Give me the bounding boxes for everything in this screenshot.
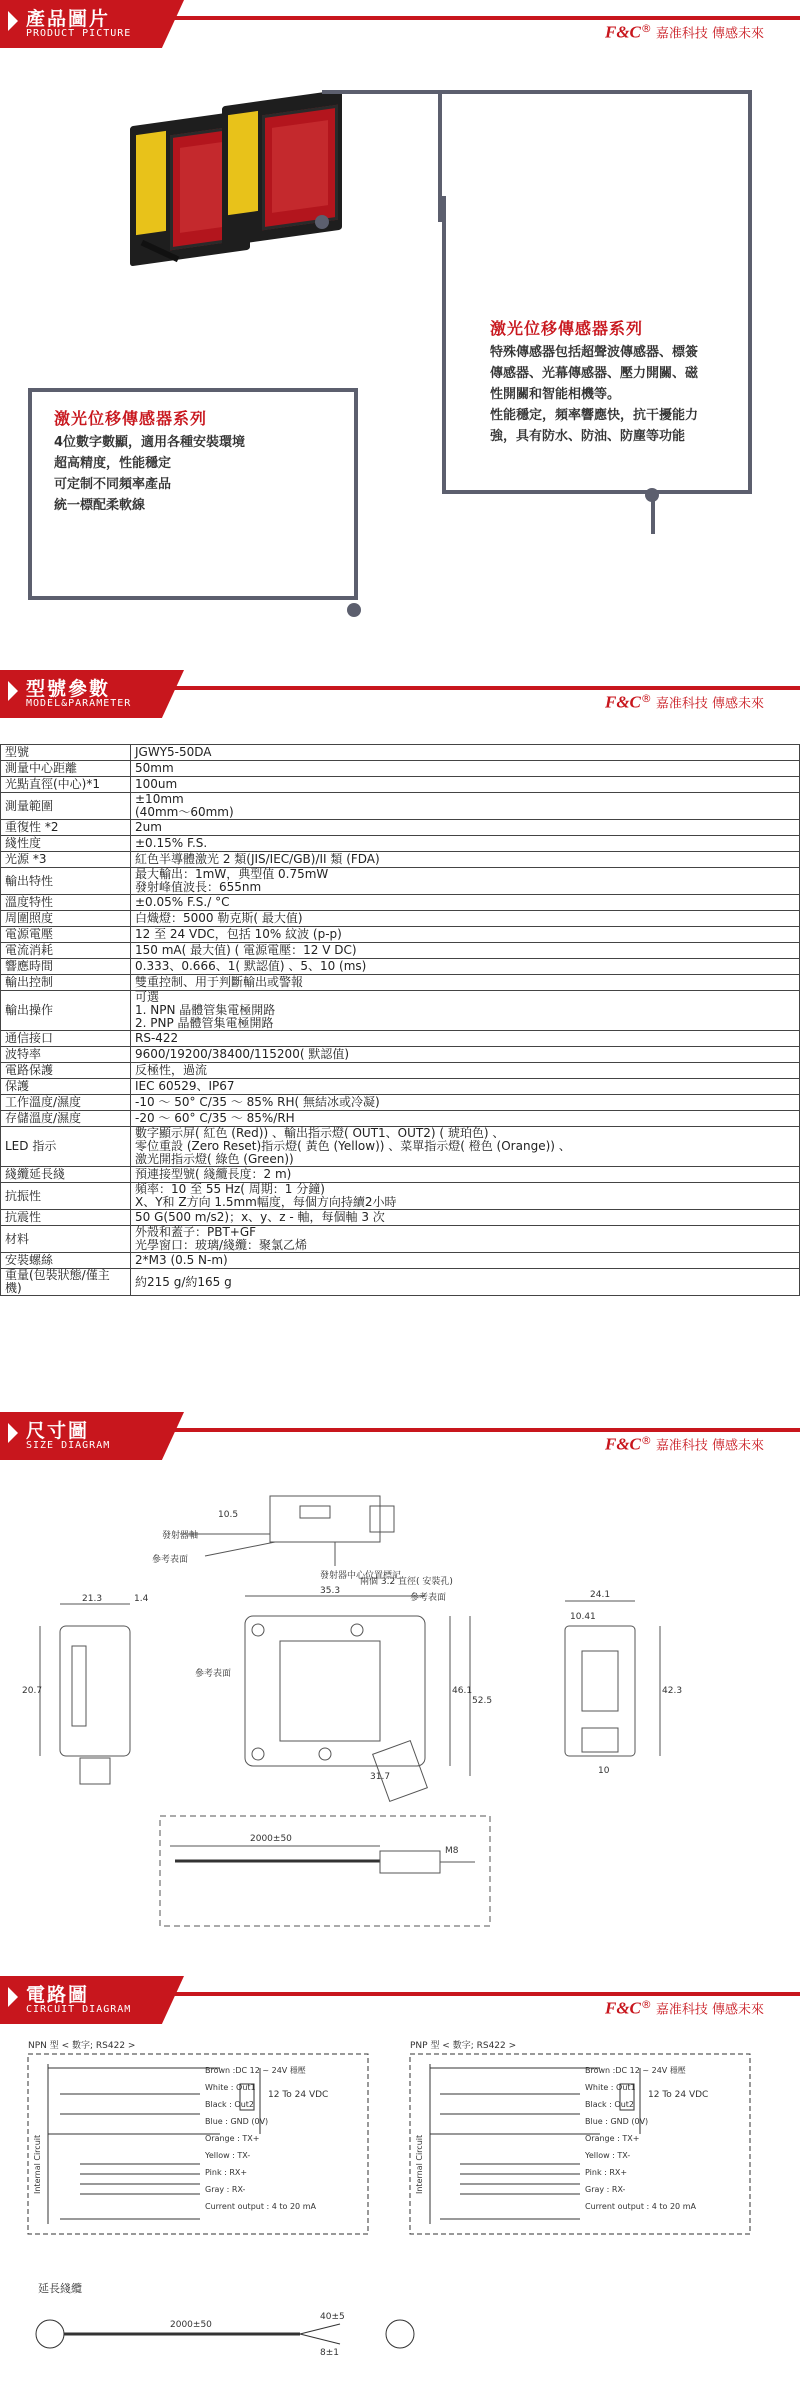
param-value: 可選 1. NPN 晶體管集電極開路 2. PNP 晶體管集電極開路 xyxy=(131,991,800,1031)
param-value: 2um xyxy=(131,820,800,836)
param-row xyxy=(1,911,800,927)
wire-label: Gray : RX- xyxy=(205,2185,246,2194)
svg-text:Internal Circuit: Internal Circuit xyxy=(415,2134,424,2194)
ext-cable-dim-2: 8±1 xyxy=(320,2348,339,2358)
param-value: 2*M3 (0.5 N-m) xyxy=(131,1253,800,1269)
param-key: 存儲溫度/濕度 xyxy=(1,1111,131,1127)
brand-logo: F&C® 嘉准科技 傳感未來 xyxy=(604,22,764,42)
dim-10: 10 xyxy=(598,1766,610,1776)
wire-label: Blue : GND (0V) xyxy=(585,2117,649,2126)
wire-label: White : Out1 xyxy=(585,2083,636,2092)
param-row xyxy=(1,1253,800,1269)
param-value: 50 G(500 m/s2)；x、y、z - 軸，每個軸 3 次 xyxy=(131,1210,800,1226)
dim-1-4: 1.4 xyxy=(134,1594,149,1604)
param-value: 雙重控制、用于判斷輸出或警報 xyxy=(131,975,800,991)
param-value: 100um xyxy=(131,777,800,793)
wire-label: Brown :DC 12 ~ 24V 穩壓 xyxy=(585,2066,686,2075)
param-key: 溫度特性 xyxy=(1,895,131,911)
param-key: 重量(包裝狀態/僅主機) xyxy=(1,1269,131,1296)
param-key: 電流消耗 xyxy=(1,943,131,959)
param-key: 測量中心距離 xyxy=(1,761,131,777)
section-subtitle: SIZE DIAGRAM xyxy=(26,1440,111,1451)
callout-dot-right xyxy=(315,215,329,229)
param-row xyxy=(1,943,800,959)
callout-line-left-vertical xyxy=(354,388,358,600)
product-picture-section xyxy=(0,48,800,660)
dim-20-7: 20.7 xyxy=(22,1686,43,1696)
param-row xyxy=(1,1127,800,1167)
param-key: LED 指示 xyxy=(1,1127,131,1167)
ext-cable-connector xyxy=(36,2320,64,2348)
param-key: 光點直徑(中心)*1 xyxy=(1,777,131,793)
wire-label: Pink : RX+ xyxy=(205,2168,248,2177)
param-row xyxy=(1,836,800,852)
front-view-body xyxy=(245,1616,425,1766)
param-row xyxy=(1,820,800,836)
npn-title: NPN 型 < 數字; RS422 > xyxy=(28,2041,136,2051)
param-row xyxy=(1,1269,800,1296)
param-value: 約215 g/約165 g xyxy=(131,1269,800,1296)
param-row xyxy=(1,1079,800,1095)
callout-line-right-vertical xyxy=(442,196,446,494)
param-row xyxy=(1,895,800,911)
param-value: -20 ～ 60° C/35 ～ 85%/RH xyxy=(131,1111,800,1127)
param-row xyxy=(1,1063,800,1079)
svg-text:Internal Circuit: Internal Circuit xyxy=(33,2134,42,2194)
param-key: 光源 *3 xyxy=(1,852,131,868)
right-view-body xyxy=(565,1626,635,1756)
top-view-connector xyxy=(370,1506,394,1532)
param-key: 工作溫度/濕度 xyxy=(1,1095,131,1111)
wire-label: Gray : RX- xyxy=(585,2185,626,2194)
param-key: 型號 xyxy=(1,745,131,761)
param-key: 抗振性 xyxy=(1,1183,131,1210)
dim-42-3: 42.3 xyxy=(662,1686,683,1696)
callout-left-title: 激光位移傳感器系列 xyxy=(54,409,208,428)
dim-21-3: 21.3 xyxy=(82,1594,103,1604)
param-value: 9600/19200/38400/115200( 默認值) xyxy=(131,1047,800,1063)
wire-label: Current output : 4 to 20 mA xyxy=(205,2202,316,2211)
callout-right-text: 特殊傳感器包括超聲波傳感器、標簽 傳感器、光幕傳感器、壓力開關、磁 性開關和智能相機等。 性能穩定，頻率響應快，抗干擾能力 強，具有防水、防油、防塵等功能 xyxy=(490,345,699,444)
ext-cable-pinout xyxy=(386,2320,414,2348)
param-value: 頻率：10 至 55 Hz( 周期：1 分鐘) X、Y和 Z方向 1.5mm幅度，每個方向持續2小時 xyxy=(131,1183,800,1210)
dim-cable-length: 2000±50 xyxy=(250,1834,292,1844)
dim-24-1: 24.1 xyxy=(590,1590,611,1600)
param-row xyxy=(1,1031,800,1047)
wire-label: Black : Out2 xyxy=(585,2100,635,2109)
pnp-load-label: 12 To 24 VDC xyxy=(648,2090,709,2100)
wire-label: Yellow : TX- xyxy=(585,2151,631,2160)
param-value: 白熾燈：5000 勒克斯( 最大值) xyxy=(131,911,800,927)
size-diagram-drawing xyxy=(0,1466,800,1976)
side-view-connector xyxy=(80,1758,110,1784)
param-key: 輸出控制 xyxy=(1,975,131,991)
header-red-line xyxy=(150,1992,800,1996)
wire-label: Orange : TX+ xyxy=(205,2134,260,2143)
param-row xyxy=(1,777,800,793)
param-value: RS-422 xyxy=(131,1031,800,1047)
dim-31-7: 31.7 xyxy=(370,1772,391,1782)
param-value: ±0.15% F.S. xyxy=(131,836,800,852)
header-arrow-icon xyxy=(8,681,18,701)
label-emitter-axis: 發射器軸 xyxy=(162,1531,199,1541)
dim-10-5: 10.5 xyxy=(218,1510,239,1520)
param-value: JGWY5-50DA xyxy=(131,745,800,761)
pnp-title: PNP 型 < 數字; RS422 > xyxy=(410,2041,517,2051)
param-value: ±0.05% F.S./ °C xyxy=(131,895,800,911)
param-row xyxy=(1,1183,800,1210)
dim-10-41: 10.41 xyxy=(570,1612,596,1622)
wire-label: Yellow : TX- xyxy=(205,2151,251,2160)
callout-line-bottom xyxy=(651,494,655,534)
param-value: 12 至 24 VDC，包括 10% 紋波 (p-p) xyxy=(131,927,800,943)
param-value: 外殼和蓋子：PBT+GF 光學窗口：玻璃/綫纜：聚氯乙烯 xyxy=(131,1226,800,1253)
callout-line-right-top xyxy=(322,90,442,222)
param-value: -10 ～ 50° C/35 ～ 85% RH( 無結冰或冷凝) xyxy=(131,1095,800,1111)
label-mount-holes: 兩個 3.2 直徑( 安裝孔) xyxy=(360,1577,453,1587)
callout-right-title: 激光位移傳感器系列 xyxy=(490,319,644,338)
brand-logo: F&C® 嘉准科技 傳感未來 xyxy=(604,692,764,712)
param-row xyxy=(1,793,800,820)
wire-label: White : Out1 xyxy=(205,2083,256,2092)
param-value: 0.333、0.666、1( 默認值) 、5、10 (ms) xyxy=(131,959,800,975)
param-key: 電源電壓 xyxy=(1,927,131,943)
wire-label: Current output : 4 to 20 mA xyxy=(585,2202,696,2211)
param-value: IEC 60529、IP67 xyxy=(131,1079,800,1095)
top-view-body xyxy=(270,1496,380,1542)
header-arrow-icon xyxy=(8,1423,18,1443)
param-row xyxy=(1,927,800,943)
dim-46-1: 46.1 xyxy=(452,1686,473,1696)
param-value: 50mm xyxy=(131,761,800,777)
param-value: 150 mA( 最大值) ( 電源電壓：12 V DC) xyxy=(131,943,800,959)
param-key: 綫纜延長綫 xyxy=(1,1167,131,1183)
header-red-line xyxy=(150,686,800,690)
section-title: 電路圖 xyxy=(26,1984,90,2006)
pnp-wire-list xyxy=(585,2062,745,2215)
param-value: 紅色半導體激光 2 類(JIS/IEC/GB)/II 類 (FDA) xyxy=(131,852,800,868)
param-row xyxy=(1,761,800,777)
circuit-diagram xyxy=(0,2024,800,2394)
ext-cable-length: 2000±50 xyxy=(170,2320,212,2330)
dim-52-5: 52.5 xyxy=(472,1696,493,1706)
param-key: 材料 xyxy=(1,1226,131,1253)
front-view-window xyxy=(280,1641,380,1741)
param-key: 電路保護 xyxy=(1,1063,131,1079)
param-row xyxy=(1,1167,800,1183)
header-arrow-icon xyxy=(8,11,18,31)
cable-connector xyxy=(380,1851,440,1873)
param-row xyxy=(1,959,800,975)
param-row xyxy=(1,991,800,1031)
param-value: ±10mm (40mm～60mm) xyxy=(131,793,800,820)
section-subtitle: CIRCUIT DIAGRAM xyxy=(26,2004,132,2015)
param-value: 數字顯示屏( 紅色 (Red)) 、輸出指示燈( OUT1、OUT2) ( 琥珀色) 、 零位重設 (Zero Reset)指示燈( 黃色 (Yellow)) 、菜單指示燈( 橙色 (Orange)) 、 激光開指示燈( 綠色 (Green)) xyxy=(131,1127,800,1167)
section-title: 產品圖片 xyxy=(26,8,111,30)
side-view-body xyxy=(60,1626,130,1756)
param-key: 綫性度 xyxy=(1,836,131,852)
param-key: 重復性 *2 xyxy=(1,820,131,836)
section-header-params xyxy=(0,670,800,718)
param-row xyxy=(1,1095,800,1111)
section-title: 尺寸圖 xyxy=(26,1420,90,1442)
header-red-line xyxy=(150,16,800,20)
callout-left-text: 4位數字數顯，適用各種安裝環境 超高精度，性能穩定 可定制不同頻率產品 統一標配柔軟線 xyxy=(54,435,246,513)
param-key: 保護 xyxy=(1,1079,131,1095)
ext-cable-dim-1: 40±5 xyxy=(320,2312,345,2322)
param-key: 周圍照度 xyxy=(1,911,131,927)
param-row xyxy=(1,1047,800,1063)
wire-label: Black : Out2 xyxy=(205,2100,255,2109)
callout-dot-left xyxy=(347,603,361,617)
section-header-circuit xyxy=(0,1976,800,2024)
brand-logo: F&C® 嘉准科技 傳感未來 xyxy=(604,1998,764,2018)
label-ref-surface: 參考表面 xyxy=(152,1555,189,1565)
param-key: 抗震性 xyxy=(1,1210,131,1226)
label-ref-surface-2: 參考表面 xyxy=(195,1669,232,1679)
wire-label: Brown :DC 12 ~ 24V 穩壓 xyxy=(205,2066,306,2075)
section-subtitle: PRODUCT PICTURE xyxy=(26,28,132,39)
section-header-product xyxy=(0,0,800,48)
wire-label: Blue : GND (0V) xyxy=(205,2117,269,2126)
parameter-table xyxy=(0,744,800,1296)
param-row xyxy=(1,1210,800,1226)
wire-label: Orange : TX+ xyxy=(585,2134,640,2143)
section-subtitle: MODEL&PARAMETER xyxy=(26,698,132,709)
param-row xyxy=(1,975,800,991)
npn-wire-list xyxy=(205,2062,365,2215)
brand-logo: F&C® 嘉准科技 傳感未來 xyxy=(604,1434,764,1454)
param-key: 安裝螺絲 xyxy=(1,1253,131,1269)
param-row xyxy=(1,868,800,895)
param-row xyxy=(1,852,800,868)
size-diagram xyxy=(0,1466,800,1976)
label-ref-surface-3: 參考表面 xyxy=(410,1593,447,1603)
section-title: 型號參數 xyxy=(26,678,111,700)
param-key: 響應時間 xyxy=(1,959,131,975)
param-row xyxy=(1,1226,800,1253)
param-value: 預連接型號( 綫纜長度：2 m) xyxy=(131,1167,800,1183)
label-emitter-center-mark: 發射器中心位置標記 xyxy=(320,1571,402,1581)
param-value: 反極性，過流 xyxy=(131,1063,800,1079)
header-arrow-icon xyxy=(8,1987,18,2007)
param-key: 輸出操作 xyxy=(1,991,131,1031)
section-header-size xyxy=(0,1412,800,1460)
wire-label: Pink : RX+ xyxy=(585,2168,628,2177)
dim-m8: M8 xyxy=(445,1846,459,1856)
dim-35-3: 35.3 xyxy=(320,1586,341,1596)
param-row xyxy=(1,1111,800,1127)
header-red-line xyxy=(150,1428,800,1432)
npn-load-label: 12 To 24 VDC xyxy=(268,2090,329,2100)
param-key: 波特率 xyxy=(1,1047,131,1063)
param-key: 測量範圍 xyxy=(1,793,131,820)
param-key: 通信接口 xyxy=(1,1031,131,1047)
ext-cable-title: 延長綫纜 xyxy=(38,2282,82,2295)
param-key: 輸出特性 xyxy=(1,868,131,895)
param-row xyxy=(1,745,800,761)
param-value: 最大輸出：1mW，典型值 0.75mW 發射峰值波長：655nm xyxy=(131,868,800,895)
